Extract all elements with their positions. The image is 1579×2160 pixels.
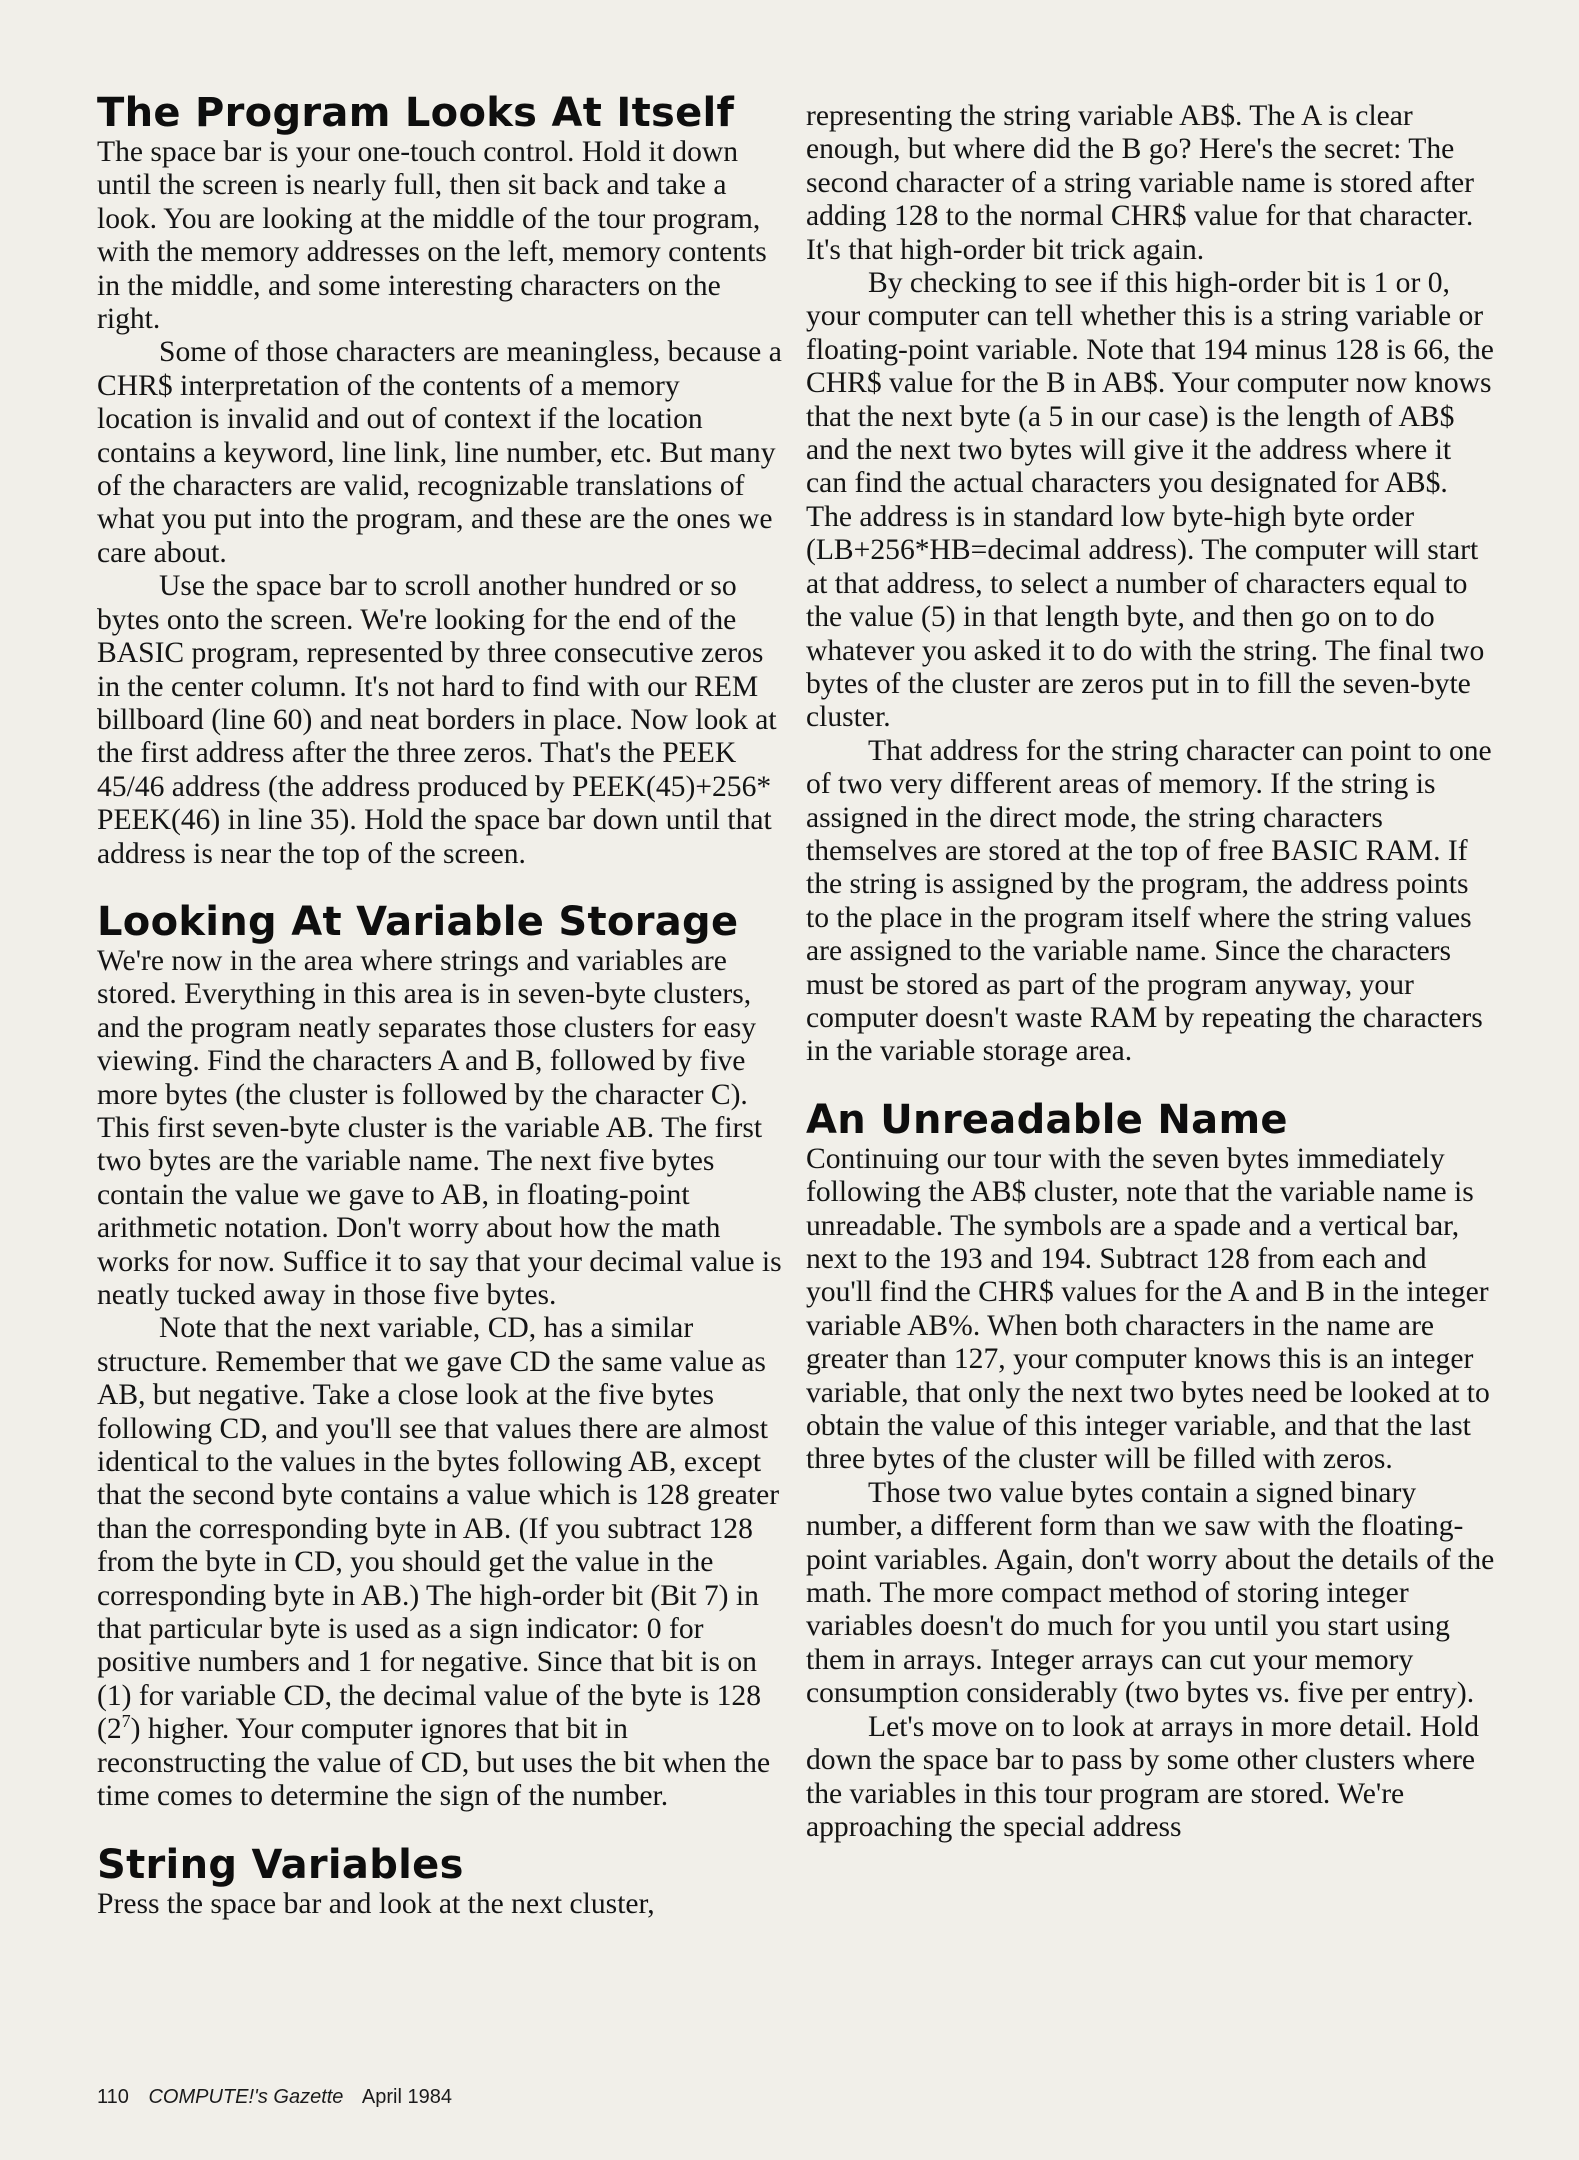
heading-program-looks-at-itself: The Program Looks At Itself xyxy=(97,90,735,136)
paragraph-with-superscript xyxy=(97,1312,782,1813)
paragraph: Press the space bar and look at the next cluster, xyxy=(97,1887,655,1920)
paragraph: The space bar is your one-touch control. Hold it down until the screen is nearly full, then sit back and take a look. You are looking at the middle of the tour program, with the memory addresses on the left, memory contents in the middle, and some interesting characters on the right. xyxy=(97,136,767,336)
paragraph: By checking to see if this high-order bit is 1 or 0, your computer can tell whether this is a string variable or floating-point variable. Note that 194 minus 128 is 66, the CHR$ value for the B in AB$. Your computer now knows that the next byte (a 5 in our case) is the length of AB$ and the next two bytes will give it the address where it can find the actual characters you designated for AB$. The address is in standard low byte-high byte order (LB+256*HB=decimal address). The computer will start at that address, to select a number of characters equal to the value (5) in that length byte, and then go on to do whatever you asked it to do with the string. The final two bytes of the cluster are zeros put in to fill the seven-byte cluster. xyxy=(806,267,1494,734)
page-number: 110 xyxy=(97,2086,129,2108)
paragraph: Those two value bytes contain a signed binary number, a different form than we saw with the floating-point variables. Again, don't worry about the details of the math. The more compact method of storing integer variables doesn't do much for you until you start using them in arrays. Integer arrays can cut your memory consumption considerably (two bytes vs. five per entry). xyxy=(806,1476,1495,1710)
issue-date: April 1984 xyxy=(361,2086,452,2108)
paragraph: Continuing our tour with the seven bytes immediately following the AB$ cluster, note that the variable name is unreadable. The symbols are a spade and a vertical bar, next to the 193 and 194. Subtract 128 from each and you'll find the CHR$ values for the A and B in the integer variable AB%. When both characters in the name are greater than 127, your computer knows this is an integer variable, that only the next two bytes need be looked at to obtain the value of this integer variable, and that the last three bytes of the cluster will be filled with zeros. xyxy=(806,1142,1490,1476)
right-column xyxy=(806,100,1496,1844)
text-segment: Note that the next variable, CD, has a similar structure. Remember that we gave CD the same value as AB, but negative. Take a close look at the five bytes following CD, and you'll see that values there are almost identical to the values in the bytes following AB, except that the second byte contains a value which is 128 greater than the corresponding byte in AB. (If you subtract 128 from the byte in CD, you should get the value in the corresponding byte in AB.) The high-order bit (Bit 7) in that particular byte is used as a sign indicator: 0 for positive numbers and 1 for negative. Since that bit is on (1) for variable CD, the decimal value of the byte is 128 (2 xyxy=(97,1312,780,1746)
paragraph: representing the string variable AB$. The A is clear enough, but where did the B go? Here's the secret: The second character of a string variable name is stored after adding 128 to the normal CHR$ value for that character. It's that high-order bit trick again. xyxy=(806,100,1475,266)
heading-unreadable-name: An Unreadable Name xyxy=(806,1096,1288,1143)
paragraph: Let's move on to look at arrays in more detail. Hold down the space bar to pass by some other clusters where the variables in this tour program are stored. We're approaching the special address xyxy=(806,1710,1480,1843)
magazine-name: COMPUTE!'s Gazette xyxy=(148,2086,344,2108)
page-footer xyxy=(97,2086,466,2109)
paragraph: Use the space bar to scroll another hundred or so bytes onto the screen. We're looking for the end of the BASIC program, represented by three consecutive zeros in the center column. It's not hard to find with our REM billboard (line 60) and neat borders in place. Now look at the first address after the three zeros. That's the PEEK 45/46 address (the address produced by PEEK(45)+256* PEEK(46) in line 35). Hold the space bar down until that address is near the top of the screen. xyxy=(97,570,777,870)
text-segment: ) higher. Your computer ignores that bit in reconstructing the value of CD, but uses the bit when the time comes to determine the sign of the number. xyxy=(97,1713,771,1813)
left-column xyxy=(97,80,782,1921)
superscript-exponent: 7 xyxy=(121,1711,131,1732)
paragraph: Some of those characters are meaningless, because a CHR$ interpretation of the contents of a memory location is invalid and out of context if the location contains a keyword, line link, line number, etc. But many of the characters are valid, recognizable translations of what you put into the program, and these are the ones we care about. xyxy=(97,336,782,569)
heading-variable-storage: Looking At Variable Storage xyxy=(97,898,739,945)
paragraph: That address for the string character can point to one of two very different areas of memory. If the string is assigned in the direct mode, the string characters themselves are stored at the top of free BASIC RAM. If the string is assigned by the program, the address points to the place in the program itself where the string values are assigned to the variable name. Since the characters must be stored as part of the program anyway, your computer doesn't waste RAM by repeating the characters in the variable storage area. xyxy=(806,734,1492,1068)
paragraph: We're now in the area where strings and variables are stored. Everything in this area is in seven-byte clusters, and the program neatly separates those clusters for easy viewing. Find the characters A and B, followed by five more bytes (the cluster is followed by the character C). This first seven-byte cluster is the variable AB. The first two bytes are the variable name. The next five bytes contain the value we gave to AB, in floating-point arithmetic notation. Don't worry about how the math works for now. Suffice it to say that your decimal value is neatly tucked away in those five bytes. xyxy=(97,944,782,1311)
heading-string-variables: String Variables xyxy=(97,1841,464,1888)
